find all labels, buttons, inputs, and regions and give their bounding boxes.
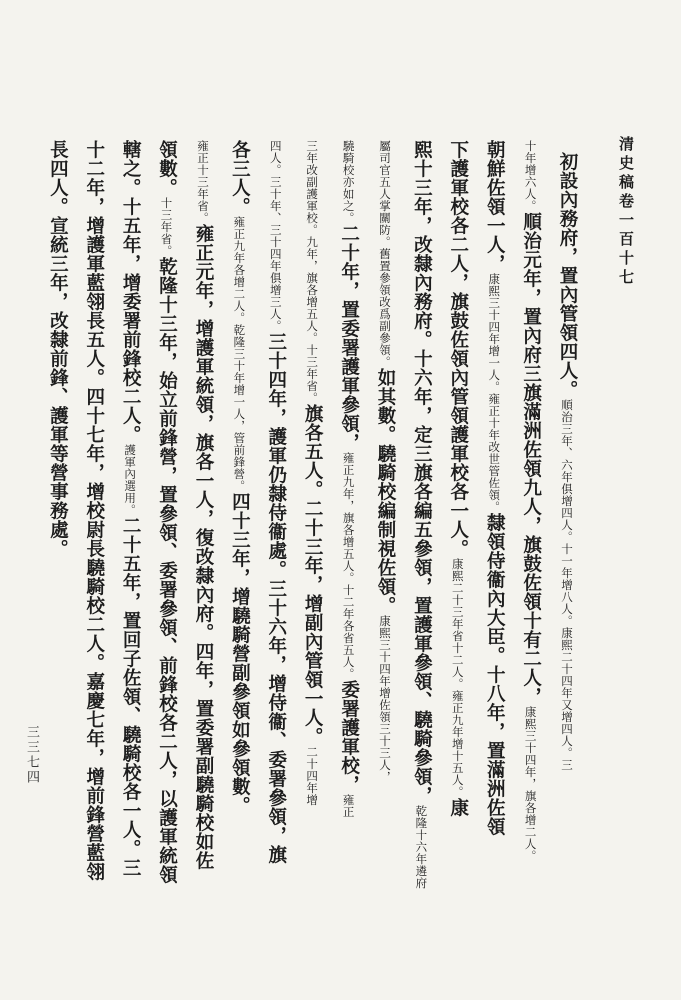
text-column [330,140,366,960]
text-column [476,140,512,960]
main-text: 長四人。宣統三年，改隸前鋒、護軍等營事務處。 [47,140,69,558]
main-text: 四十三年，增驍騎營副參領如參領數。 [229,492,251,815]
text-column [39,140,75,960]
annotation-note: 三年改副護軍校。九年，旗各增五人。十三年省。 [305,140,320,404]
annotation-note: 二十四年增 [305,746,320,806]
text-column [257,140,293,960]
annotation-note: 康熙三十四年，旗各增二人。 [523,706,538,862]
main-text: 康 [447,798,469,817]
text-column [148,140,184,960]
annotation-note: 雍正九年各增二人。乾隆三十年增一人，管前鋒營。 [232,216,247,492]
annotation-note: 十年增六人。 [523,140,538,212]
main-text: 二十五年，置回子佐領、驍騎校各一人。三 [120,516,142,877]
text-column [403,140,439,960]
text-column [512,140,548,960]
body-text [0,140,585,960]
annotation-note: 康熙三十四年增佐領三十三人， [377,615,392,783]
main-text: 乾隆十三年，始立前鋒營，置參領、委署參領、前鋒校各二人，以護軍統領 [156,257,178,884]
annotation-note: 康熙二十三年省十二人。雍正九年增十五人。 [450,558,465,798]
annotation-note: 康熙三十四年增一人。雍正十年改世管佐領。 [487,273,502,513]
main-text: 轄之。十五年，增委署前鋒校二人。 [120,140,142,444]
annotation-note: 護軍內選用。 [123,444,138,516]
text-column [549,152,585,960]
annotation-note: 驍騎校亦如之。 [341,140,356,224]
annotation-note: 順治三年、六年俱增四人。十一年增八人。康熙二十四年又增四人。三 [560,399,574,771]
main-text: 旗各五人。二十三年，增副內管領一人。 [302,404,324,746]
main-text: 各三人。 [229,140,251,216]
main-text: 二十年，置委署護軍參領， [338,224,360,452]
main-text: 如其數。驍騎校編制視佐領。 [374,368,396,615]
annotation-note: 十三年省。 [159,197,174,257]
text-column [294,140,330,960]
text-column [75,140,111,960]
text-column [185,140,221,960]
text-column [367,140,403,960]
text-column [439,140,475,960]
annotation-note: 乾隆十六年遴府 [414,805,429,889]
main-text: 領數。 [156,140,178,197]
main-text: 十二年，增護軍藍翎長五人。四十七年，增校尉長驍騎校二人。嘉慶七年，增前鋒營藍翎 [83,140,105,881]
annotation-note: 雍正 [341,794,356,818]
text-column [221,140,257,960]
annotation-note: 屬司官五人掌關防。舊置參領改爲副參領。 [377,140,392,368]
text-column [112,140,148,960]
book-title: 清史稿卷一百十七 [617,136,635,288]
main-text: 雍正元年，增護軍統領，旗各一人，復改隸內府。四年，置委署副驍騎校如佐 [192,224,214,870]
main-text: 熙十三年，改隸內務府。十六年，定三旗各編五參領，置護軍參領、驍騎參領， [411,140,433,805]
main-text: 三十四年，護軍仍隸侍衞處。三十六年，增侍衞、委署參領，旗 [265,332,287,864]
annotation-note: 四人。三十年、三十四年俱增三人。 [268,140,283,332]
annotation-note: 雍正九年，旗各增五人。十二年各省五人。 [341,452,356,680]
main-text: 下護軍校各二人，旗鼓佐領內管領護軍校各一人。 [447,140,469,558]
main-text: 初設內務府，置內管領四人。 [557,152,578,399]
page-number: 三三七四 [24,725,39,785]
main-text: 順治元年，置內府三旗滿洲佐領九人，旗鼓佐領十有二人， [520,212,542,706]
main-text: 朝鮮佐領一人， [484,140,506,273]
main-text: 隸領侍衞內大臣。十八年，置滿洲佐領 [484,513,506,836]
main-text: 委署護軍校， [338,680,360,794]
annotation-note: 雍正十三年省。 [195,140,210,224]
